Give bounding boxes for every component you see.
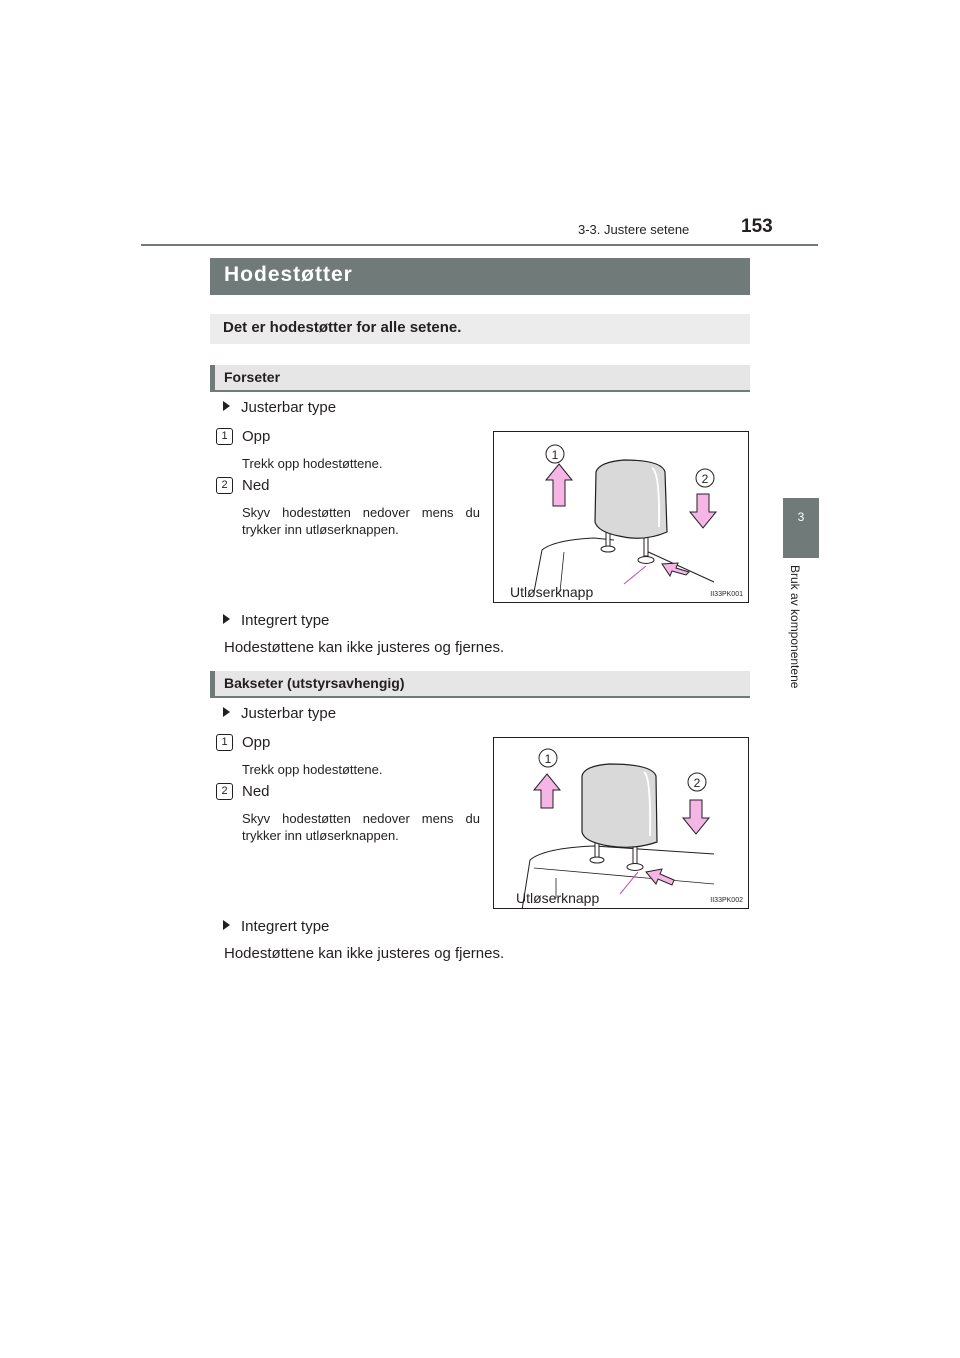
bullet-label: Justerbar type [241, 399, 337, 416]
bullet-integrated-rear [223, 918, 329, 935]
triangle-bullet-icon [223, 920, 230, 930]
callout-label: 1 [544, 752, 552, 766]
bullet-label: Integrert type [241, 612, 330, 629]
callout-label: 1 [551, 448, 559, 462]
down-arrow-icon [683, 800, 709, 834]
section-label: 3-3. Justere setene [578, 222, 690, 237]
headrest-illustration [494, 738, 749, 909]
bullet-integrated-front [223, 612, 329, 629]
chapter-title-vertical [788, 565, 802, 715]
item-title: Opp [242, 734, 271, 751]
section-heading-text: Forseter [224, 369, 281, 385]
heading-marker [210, 365, 215, 390]
section-heading-front [210, 365, 750, 392]
chapter-number: 3 [797, 510, 805, 524]
page-number: 153 [741, 216, 773, 237]
item-number-badge: 2 [216, 477, 233, 494]
down-arrow-icon [690, 494, 716, 528]
item-title: Ned [242, 477, 270, 494]
bullet-adjustable-front [223, 399, 336, 416]
item-description: Trekk opp hodestøttene. [242, 762, 383, 777]
integrated-text: Hodestøttene kan ikke justeres og fjernes. [224, 639, 505, 656]
figure-rear-headrest [493, 737, 749, 909]
up-arrow-icon [534, 774, 560, 808]
bullet-label: Justerbar type [241, 705, 337, 722]
figure-code: II33PK002 [710, 897, 743, 904]
chapter-tab [783, 498, 819, 558]
callout-label: 2 [693, 776, 701, 790]
figure-caption: Utløserknapp [510, 584, 594, 600]
item-description: Skyv hodestøtten nedover mens du trykker inn utløserknappen. [242, 505, 480, 537]
bullet-adjustable-rear [223, 705, 336, 722]
figure-caption: Utløserknapp [516, 890, 600, 906]
headrest-illustration [494, 432, 749, 603]
item-number-badge: 1 [216, 734, 233, 751]
item-description: Trekk opp hodestøttene. [242, 456, 383, 471]
item-description: Skyv hodestøtten nedover mens du trykker inn utløserknappen. [242, 811, 480, 843]
integrated-text: Hodestøttene kan ikke justeres og fjernes. [224, 945, 505, 962]
item-number-badge: 1 [216, 428, 233, 445]
page-title: Hodestøtter [224, 263, 353, 286]
intro-text: Det er hodestøtter for alle setene. [223, 319, 462, 336]
triangle-bullet-icon [223, 707, 230, 717]
heading-marker [210, 671, 215, 696]
press-arrow-icon [662, 563, 689, 576]
chapter-title: Bruk av komponentene [788, 565, 802, 689]
item-title: Opp [242, 428, 271, 445]
bullet-label: Integrert type [241, 918, 330, 935]
header-divider [141, 244, 818, 246]
press-arrow-icon [646, 869, 674, 885]
section-heading-rear [210, 671, 750, 698]
intro-box [210, 314, 750, 344]
up-arrow-icon [546, 464, 572, 506]
figure-code: II33PK001 [710, 591, 743, 598]
section-heading-text: Bakseter (utstyrsavhengig) [224, 675, 405, 691]
callout-label: 2 [701, 472, 709, 486]
figure-front-headrest [493, 431, 749, 603]
triangle-bullet-icon [223, 614, 230, 624]
item-title: Ned [242, 783, 270, 800]
page-title-bar [210, 258, 750, 295]
item-number-badge: 2 [216, 783, 233, 800]
triangle-bullet-icon [223, 401, 230, 411]
